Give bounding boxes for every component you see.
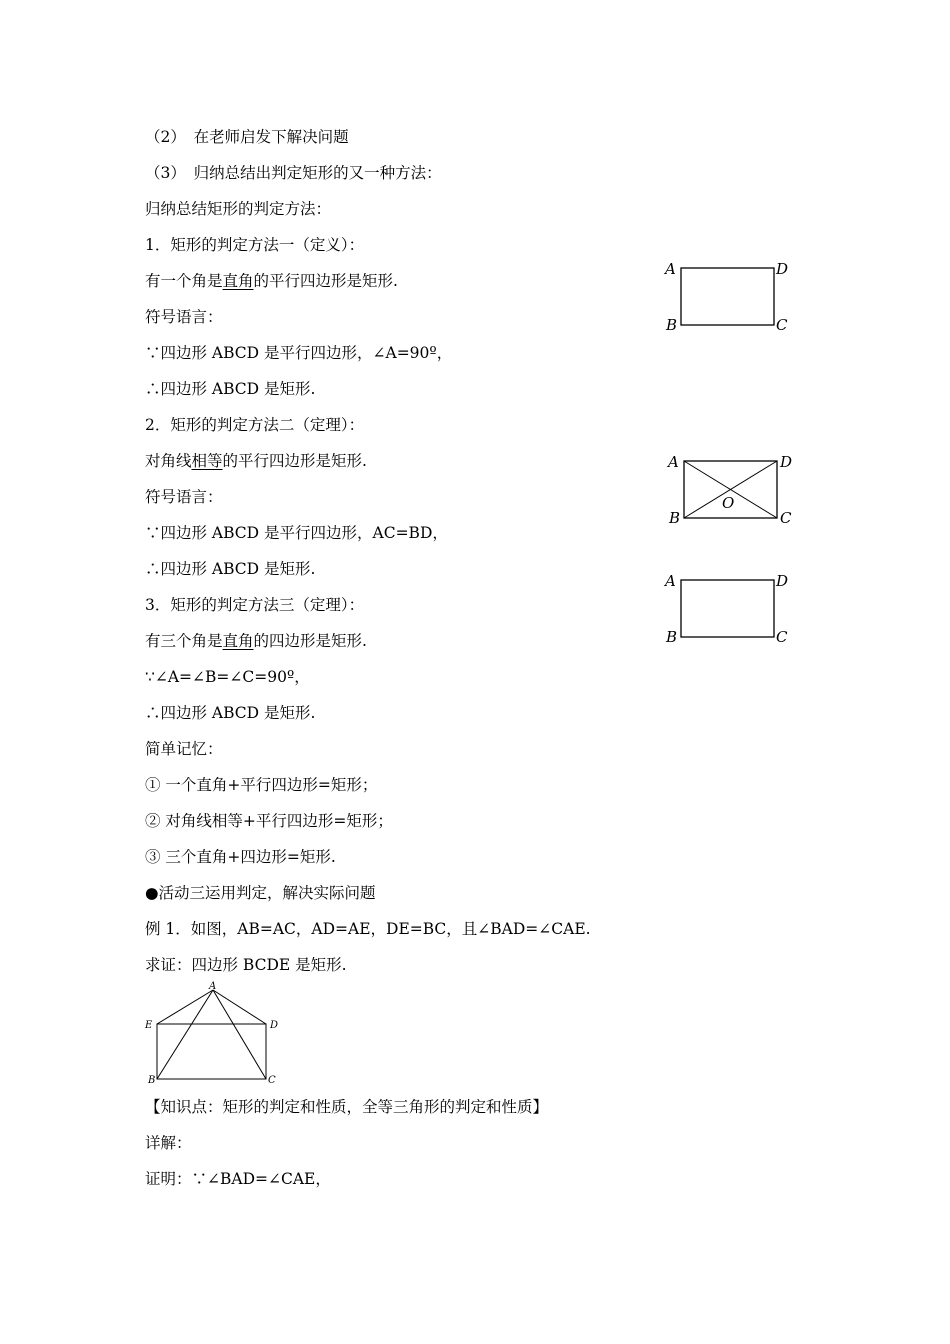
segment-ac	[213, 990, 266, 1079]
text: 的平行四边形是矩形.	[253, 272, 398, 290]
segment-ab	[157, 990, 213, 1079]
detail-label: 详解：	[145, 1134, 192, 1152]
method-1-conclusion: ∴四边形 ABCD 是矩形.	[145, 380, 316, 398]
proof-start: 证明：∵∠BAD=∠CAE，	[145, 1170, 331, 1188]
vertex-label-b: B	[669, 509, 681, 527]
vertex-label-a: A	[209, 981, 217, 992]
method-3-conclusion: ∴四边形 ABCD 是矩形.	[145, 704, 316, 722]
underlined-term: 直角	[222, 272, 254, 290]
underlined-term: 相等	[191, 452, 223, 470]
vertex-label-b: B	[666, 316, 678, 334]
summary-heading: 归纳总结矩形的判定方法：	[145, 200, 332, 218]
vertex-label-d: D	[776, 572, 789, 590]
memory-item-2: ② 对角线相等+平行四边形=矩形；	[145, 812, 393, 830]
rectangle-diagonals-figure	[660, 448, 805, 533]
memory-heading: 简单记忆：	[145, 740, 223, 758]
method-2-heading: 2．矩形的判定方法二（定理）：	[145, 416, 365, 434]
underlined-term: 直角	[222, 632, 254, 650]
method-3-given: ∵∠A=∠B=∠C=90º，	[145, 668, 310, 686]
rectangle-figure-3	[660, 567, 800, 647]
method-2-given: ∵四边形 ABCD 是平行四边形，AC=BD，	[145, 524, 448, 542]
vertex-label-c: C	[780, 509, 792, 527]
vertex-label-a: A	[665, 572, 676, 590]
vertex-label-e: E	[145, 1020, 153, 1031]
method-1-statement	[145, 271, 398, 291]
text: 的四边形是矩形.	[253, 632, 367, 650]
rectangle-figure-1	[660, 255, 800, 335]
segment-ae	[157, 990, 213, 1024]
method-1-heading: 1．矩形的判定方法一（定义）：	[145, 236, 365, 254]
vertex-label-a: A	[665, 260, 676, 278]
activity-3-heading: ●活动三运用判定，解决实际问题	[145, 884, 376, 902]
method-3-heading: 3．矩形的判定方法三（定理）：	[145, 596, 365, 614]
rectangle	[681, 268, 774, 325]
text: 对角线	[145, 452, 192, 470]
memory-item-1: ① 一个直角+平行四边形=矩形；	[145, 776, 378, 794]
example-1-prove: 求证：四边形 BCDE 是矩形.	[145, 956, 347, 974]
vertex-label-b: B	[666, 628, 678, 646]
text: 有一个角是	[145, 272, 223, 290]
vertex-label-c: C	[268, 1075, 276, 1086]
vertex-label-b: B	[148, 1075, 156, 1086]
rectangle	[681, 580, 774, 637]
text: 有三个角是	[145, 632, 223, 650]
method-3-statement	[145, 631, 367, 651]
symbol-language-label: 符号语言：	[145, 488, 223, 506]
segment-ad	[213, 990, 266, 1024]
text: 的平行四边形是矩形.	[222, 452, 367, 470]
step-2-line: （2） 在老师启发下解决问题	[145, 128, 349, 146]
vertex-label-d: D	[270, 1020, 279, 1031]
symbol-language-label: 符号语言：	[145, 308, 223, 326]
vertex-label-c: C	[776, 316, 788, 334]
vertex-label-d: D	[776, 260, 789, 278]
example-1-statement: 例 1．如图，AB=AC，AD=AE，DE=BC，且∠BAD=∠CAE.	[145, 920, 591, 938]
memory-item-3: ③ 三个直角+四边形=矩形.	[145, 848, 336, 866]
center-label-o: O	[722, 494, 735, 512]
vertex-label-a: A	[668, 453, 679, 471]
example-1-figure	[140, 980, 290, 1090]
vertex-label-c: C	[776, 628, 788, 646]
method-1-given: ∵四边形 ABCD 是平行四边形，∠A=90º，	[145, 344, 453, 362]
method-2-conclusion: ∴四边形 ABCD 是矩形.	[145, 560, 316, 578]
step-3-line: （3） 归纳总结出判定矩形的又一种方法：	[145, 164, 442, 182]
method-2-statement	[145, 451, 367, 471]
vertex-label-d: D	[780, 453, 793, 471]
knowledge-point: 【知识点：矩形的判定和性质，全等三角形的判定和性质】	[145, 1098, 549, 1116]
